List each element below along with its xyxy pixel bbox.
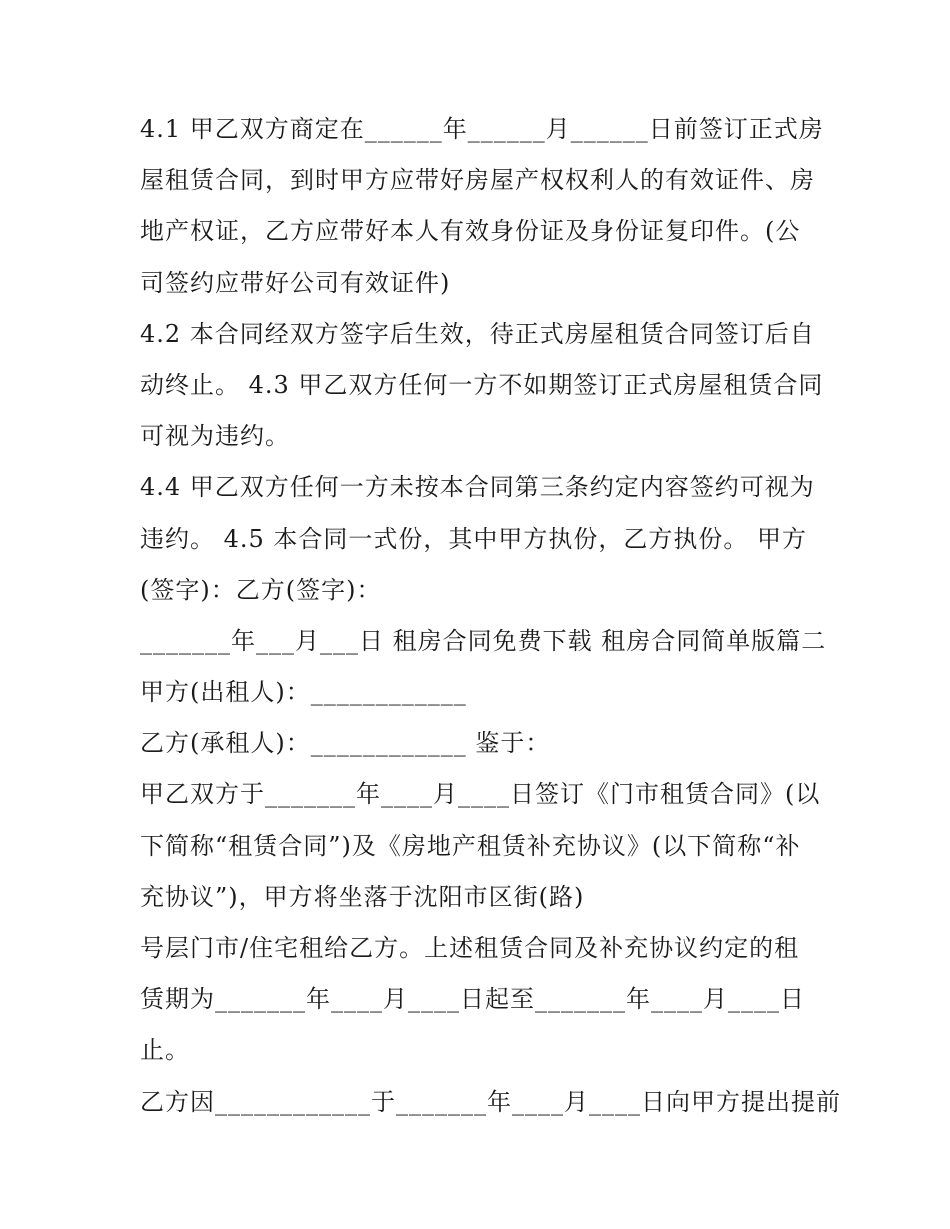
text-line: 充协议”)，甲方将坐落于沈阳市区街(路) — [140, 882, 585, 911]
text-line: (签字)：乙方(签字)： — [140, 575, 382, 604]
text-line: _______年___月___日 租房合同免费下载 租房合同简单版篇二 — [140, 626, 827, 655]
text-line: 4.4 甲乙双方任何一方未按本合同第三条约定内容签约可视为 — [140, 473, 815, 502]
text-line: 号层门市/住宅租给乙方。上述租赁合同及补充协议约定的租 — [140, 934, 800, 962]
text-line: 赁期为_______年____月____日起至_______年____月____日 — [140, 985, 805, 1014]
text-line: 4.2 本合同经双方签字后生效，待正式房屋租赁合同签订后自 — [140, 319, 815, 348]
contract-text-body — [140, 104, 841, 1128]
text-line: 4.1 甲乙双方商定在______年______月______日前签订正式房 — [140, 115, 824, 143]
text-line: 甲乙双方于_______年____月____日签订《门市租赁合同》(以 — [140, 780, 821, 809]
text-line: 司签约应带好公司有效证件) — [140, 268, 451, 297]
text-line: 地产权证，乙方应带好本人有效身份证及身份证复印件。(公 — [140, 217, 801, 246]
text-line: 屋租赁合同，到时甲方应带好房屋产权权利人的有效证件、房 — [140, 166, 815, 195]
text-line: 违约。 4.5 本合同一式份，其中甲方执份，乙方执份。 甲方 — [140, 524, 808, 553]
text-line: 乙方因____________于_______年____月____日向甲方提出提前 — [140, 1087, 841, 1116]
text-line: 动终止。 4.3 甲乙双方任何一方不如期签订正式房屋租赁合同 — [140, 370, 824, 399]
text-line: 乙方(承租人)：____________ 鉴于： — [140, 729, 551, 758]
text-line: 甲方(出租人)：____________ — [140, 678, 467, 707]
text-line: 下简称“租赁合同”)及《房地产租赁补充协议》(以下简称“补 — [140, 831, 801, 860]
text-line: 止。 — [140, 1036, 190, 1065]
text-line: 可视为违约。 — [140, 422, 290, 451]
